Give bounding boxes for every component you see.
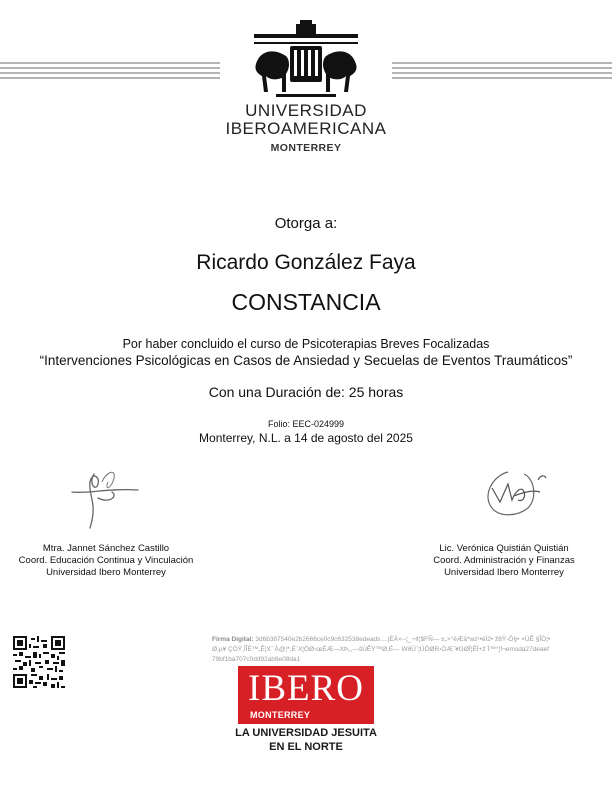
university-name-line1: UNIVERSIDAD — [245, 101, 367, 120]
header-stripes-right — [392, 62, 612, 80]
certificate-title: CONSTANCIA — [231, 289, 381, 315]
tagline-line2: EN EL NORTE — [269, 741, 343, 753]
university-crest-logo — [246, 20, 366, 102]
left-signer-institution: Universidad Ibero Monterrey — [46, 567, 166, 578]
recipient-name: Ricardo González Faya — [196, 251, 416, 274]
right-signer-role: Coord. Administración y Finanzas — [433, 555, 575, 566]
course-duration: Con una Duración de: 25 horas — [208, 384, 404, 400]
left-signer-role: Coord. Educación Continua y Vinculación — [18, 555, 194, 566]
right-signer-name: Lic. Verónica Quistián Quistián — [439, 543, 569, 554]
left-signature-image — [68, 462, 148, 532]
university-name-line2: IBEROAMERICANA — [225, 119, 387, 138]
left-signer-name: Mtra. Jannet Sánchez Castillo — [42, 543, 170, 554]
digital-signature-value: 3d6b387540e2b2666ce0c9c632538edeads....|ÉÀ×--¦_¬¢¦$FÑ— ±„×°ëÆâ*wz¹•éÏ2• ž8Ÿ-Ô§• ×ÙÊ §ÎÒ¦• Ø,µ¥ ÇÖŸ,ÎÎÉ™„Ê¦X¯À@¦*,Ë¨X¦ÖØ›œÉÆ—XÞ„,—šÙÊŸ™Ø,É— WðÛ¨¦ÚÖØR›ÒÆ¨¥GØÎ¦ÈÌ+ž¨Ì™°¦f¬emsda27deaef79bf1ba707c0dd92ab8e08da1 — [212, 636, 551, 663]
right-signature-image — [478, 462, 558, 522]
course-title: “Intervenciones Psicológicas en Casos de Ansiedad y Secuelas de Eventos Traumáticos” — [39, 353, 573, 368]
left-signer — [18, 543, 194, 579]
ibero-logo-subtext: MONTERREY — [250, 710, 311, 720]
otorga-label: Otorga a: — [274, 215, 338, 232]
digital-signature-label: Firma Digital: — [212, 636, 254, 643]
place-and-date: Monterrey, N.L. a 14 de agosto del 2025 — [199, 431, 413, 445]
qr-code — [13, 636, 65, 688]
campus-name: MONTERREY — [270, 142, 342, 154]
folio-number: Folio: EEC-024999 — [267, 419, 345, 429]
header-stripes-left — [0, 62, 220, 80]
ibero-logo-text: IBERO — [248, 668, 364, 709]
right-signer — [416, 543, 592, 579]
digital-signature — [212, 635, 552, 665]
tagline-line1: LA UNIVERSIDAD JESUITA — [235, 727, 377, 739]
right-signer-institution: Universidad Ibero Monterrey — [444, 567, 564, 578]
completion-reason: Por haber concluido el curso de Psicoterapias Breves Focalizadas — [122, 337, 490, 351]
